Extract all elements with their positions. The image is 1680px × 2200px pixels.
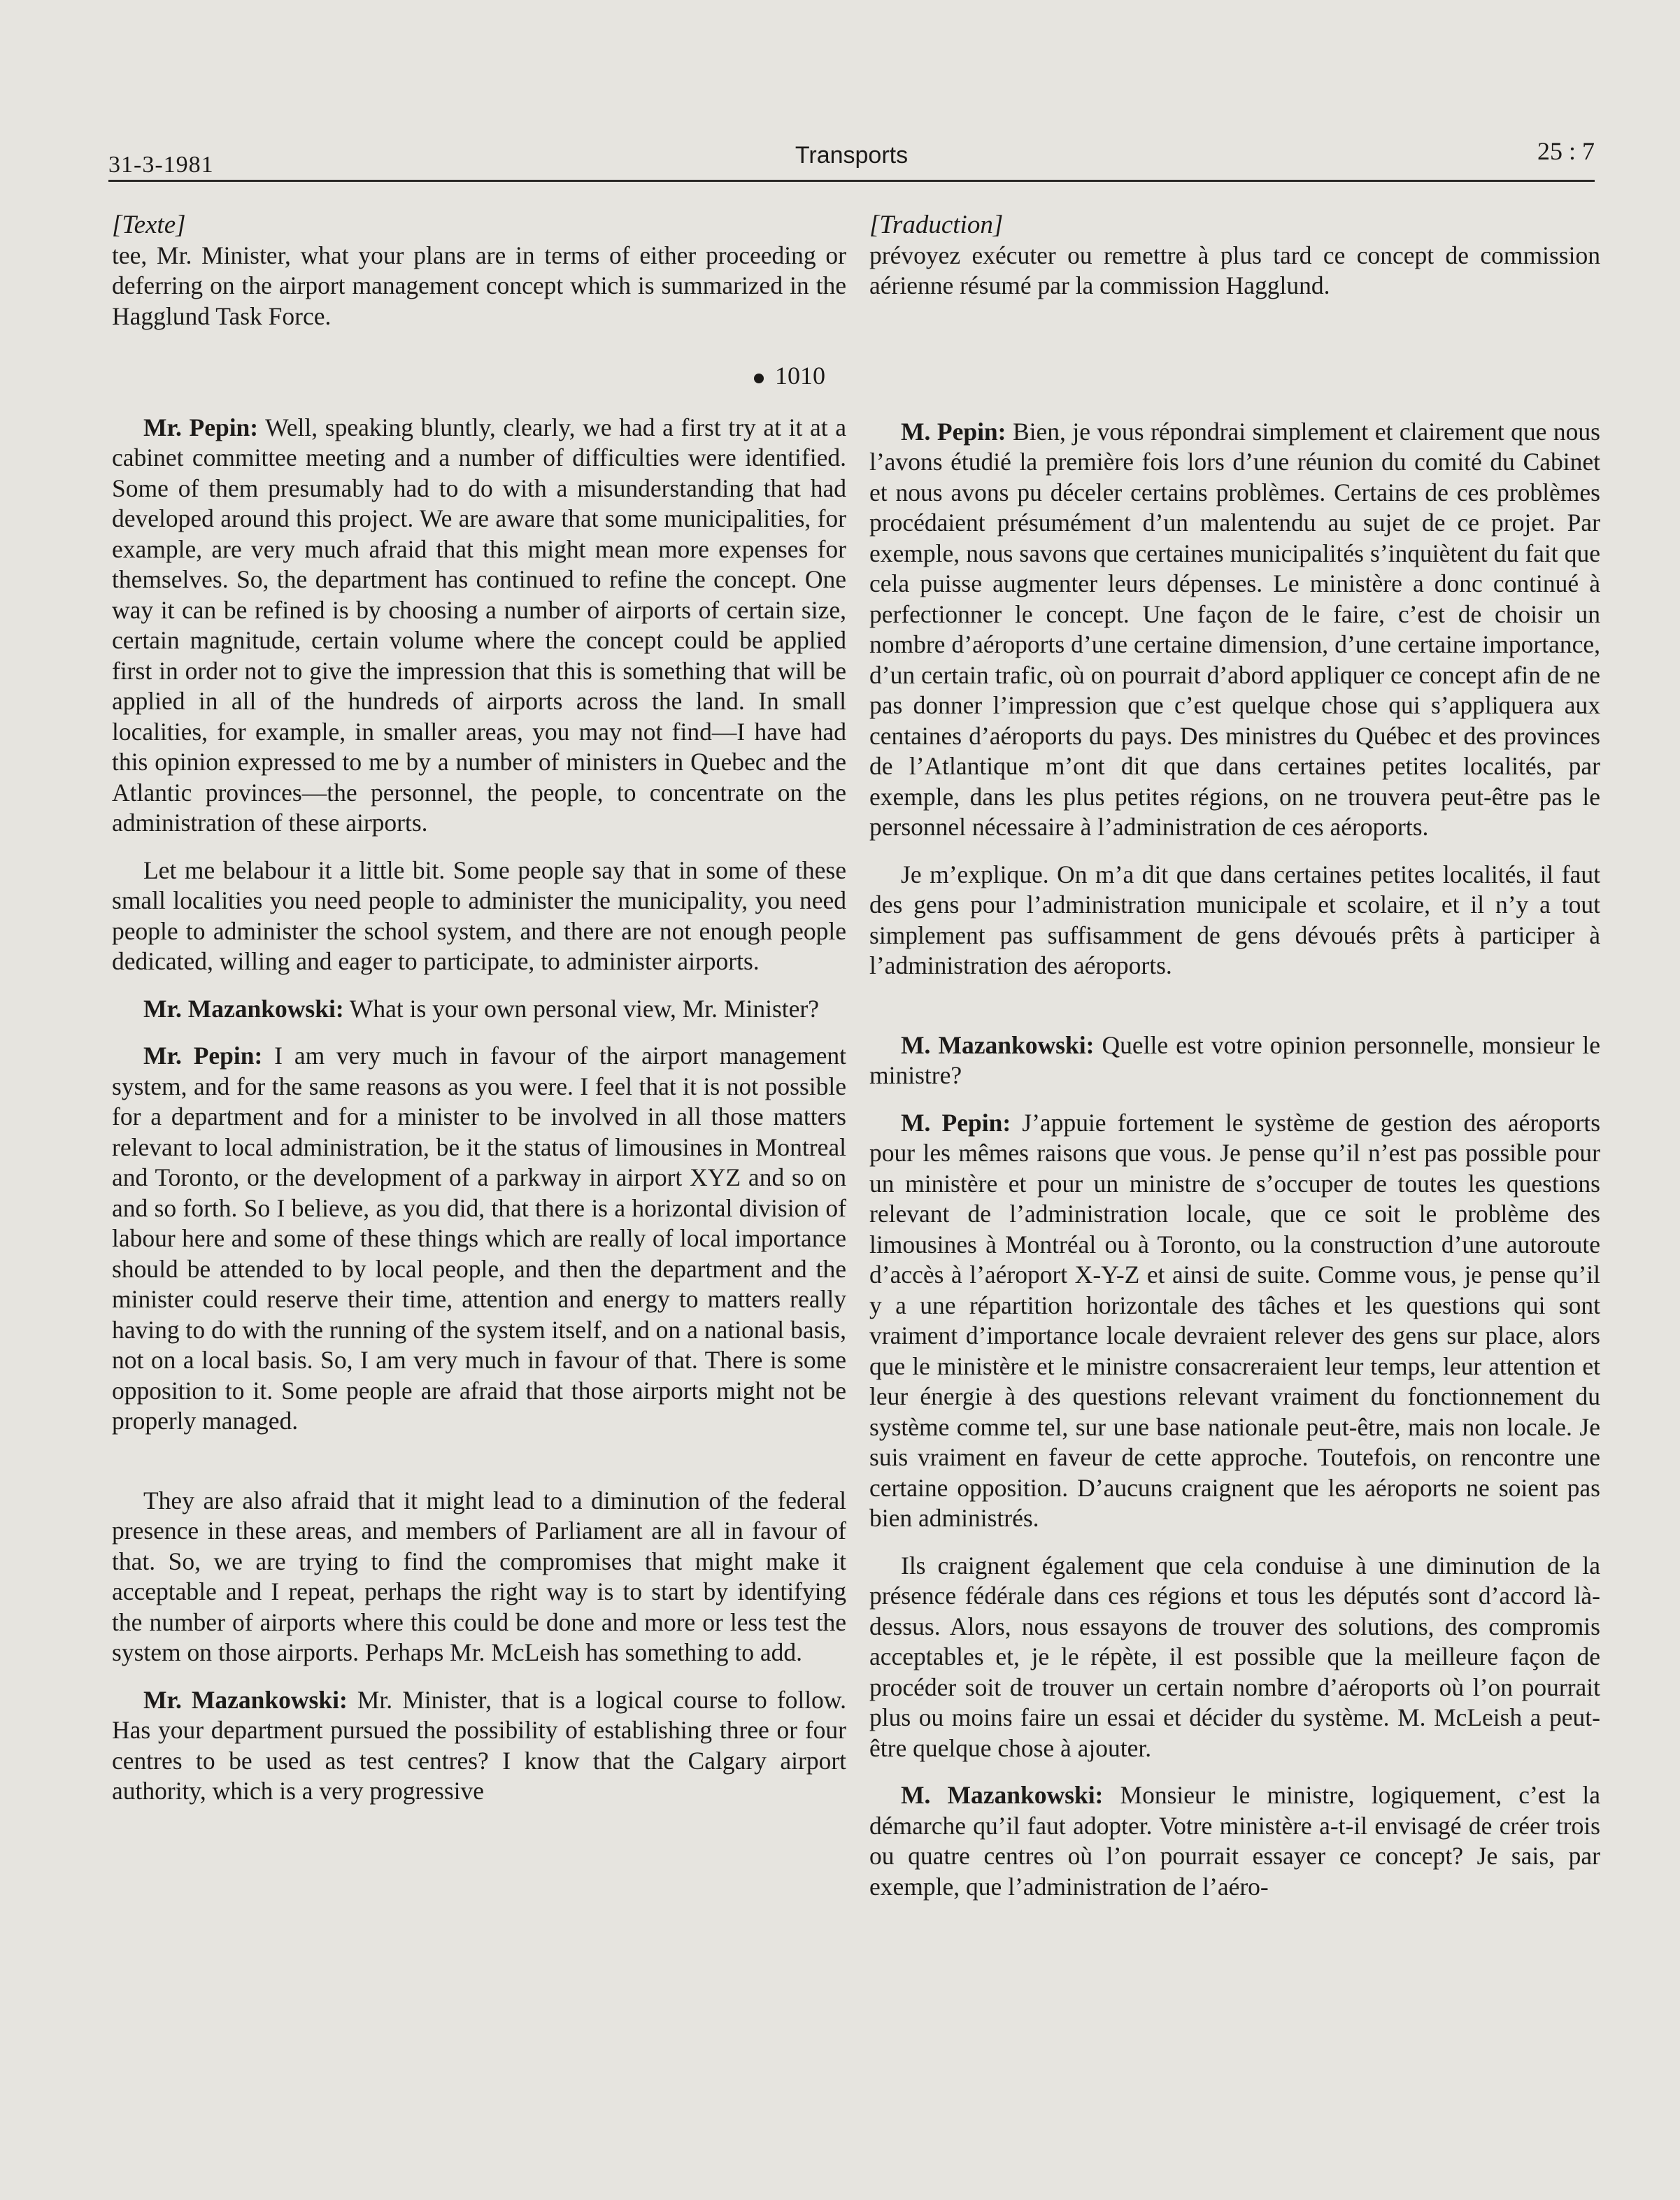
time-marker-label: 1010	[775, 362, 825, 390]
paragraph-mazankowski-2	[112, 1685, 846, 1807]
french-column	[869, 210, 1600, 1902]
paragraph-text: Monsieur le ministre, logiquement, c’est la démarche qu’il faut adopter. Votre ministère a-t-il envisagé de créer trois ou quatre centres où l’on pourrait essayer ce concept? Je sais, par exemple, que l’administration de l’aéro-	[869, 1781, 1601, 1901]
header-title: Transports	[795, 142, 909, 169]
speaker-name: Mr. Pepin:	[143, 413, 259, 441]
header-date: 31-3-1981	[108, 152, 214, 178]
paragraph-text: What is your own personal view, Mr. Minister?	[349, 994, 819, 1023]
paragraph-mazankowski-1	[112, 994, 846, 1025]
paragraph-text: Bien, je vous répondrai simplement et clairement que nous l’avons étudié la première fois lors d’une réunion du comité du Cabinet et nous avons pu déceler certains problèmes. Certains de ces problèmes procédaient présumément d’un malentendu au sujet de ce projet. Par exemple, nous savons que certaines municipalités s’inquiètent du fait que cela puisse augmenter leurs dépenses. Le ministère a donc continué à perfectionner le concept. Une façon de le faire, c’est de choisir un nombre d’aéroports d’une certaine dimension, d’une certaine importance, d’un certain trafic, où on pourrait d’abord appliquer ce concept afin de ne pas donner l’impression que c’est quelque chose qui s’appliquera aux centaines d’aéroports du pays. Des ministres du Québec et des provinces de l’Atlantique m’ont dit que dans certaines petites localités, par exemple, dans les plus petites régions, on ne trouvera peut-être pas le personnel nécessaire à l’administration de ces aéroports.	[869, 417, 1601, 841]
paragraph-pepin-1	[869, 417, 1600, 843]
english-column	[112, 210, 846, 1807]
paragraph-pepin-3	[869, 1108, 1600, 1534]
paragraph-mazankowski-2	[869, 1780, 1600, 1902]
speaker-name: M. Mazankowski:	[901, 1030, 1095, 1059]
paragraph-pepin-3	[112, 1041, 846, 1437]
speaker-name: M. Pepin:	[901, 417, 1006, 446]
intro-paragraph: tee, Mr. Minister, what your plans are in terms of either proceeding or deferring on the airport management concept which is summarized in the Hagglund Task Force.	[112, 241, 846, 330]
paragraph-text: Mr. Minister, that is a logical course to follow. Has your department pursued the possibility of establishing three or four centres to be used as test centres? I know that the Calgary airport authority, which is a very progressive	[112, 1685, 847, 1805]
speaker-name: M. Mazankowski:	[901, 1781, 1104, 1809]
header-page-number: 25 : 7	[1537, 137, 1595, 165]
speaker-name: Mr. Pepin:	[143, 1042, 263, 1070]
paragraph-pepin-1	[112, 413, 846, 839]
paragraph-pepin-4: Ils craignent également que cela conduise à une diminution de la présence fédérale dans ces régions et tous les députés sont d’accord là-dessus. Alors, nous essayons de trouver des solutions, des compromis acceptables et, je le répète, il est possible que la meilleure façon de procéder soit de trouver un certain nombre d’aéroports où l’on pourrait plus ou moins faire un essai et décider du système. M. McLeish a peut-être quelque chose à ajouter.	[869, 1551, 1600, 1762]
bullet-icon	[754, 374, 764, 383]
time-marker	[112, 361, 825, 392]
paragraph-text: I am very much in favour of the airport management system, and for the same reasons as you were. I feel that it is not possible for a department and for a minister to be involved in all those matters relevant to local administration, be it the status of limousines in Montreal and Toronto, or the development of a parkway in airport XYZ and so on and so forth. So I believe, as you did, that there is a horizontal division of labour here and some of these things which are really of local importance should be attended to by local people, and then the department and the minister could reserve their time, attention and energy to matters really having to do with the running of the system itself, and on a national basis, not on a local basis. So, I am very much in favour of that. There is some opposition to it. Some people are afraid that those airports might not be properly managed.	[112, 1042, 846, 1435]
paragraph-pepin-2: Let me belabour it a little bit. Some people say that in some of these small localities you need people to administer the municipality, you need people to administer the school system, and there are not enough people dedicated, willing and eager to participate, to administer airports.	[112, 856, 846, 975]
intro-paragraph: prévoyez exécuter ou remettre à plus tard ce concept de commission aérienne résumé par la commission Hagglund.	[869, 241, 1600, 299]
column-label-traduction: [Traduction]	[869, 211, 1004, 239]
speaker-name: Mr. Mazankowski:	[143, 994, 344, 1023]
speaker-name: Mr. Mazankowski:	[143, 1685, 348, 1714]
paragraph-pepin-2: Je m’explique. On m’a dit que dans certaines petites localités, il faut des gens pour l’administration municipale et scolaire, et il n’y a tout simplement pas suffisamment de gens dévoués prêts à participer à l’administration des aéroports.	[869, 860, 1600, 979]
paragraph-text: J’appuie fortement le système de gestion des aéroports pour les mêmes raisons que vous. Je pense qu’il n’est pas possible pour un ministère et pour un ministre de s’occuper de toutes les questions relevant de l’administration locale, que ce soit le problème des limousines à Montréal ou à Toronto, ou la construction d’une autoroute d’accès à l’aéroport X-Y-Z et ainsi de suite. Comme vous, je pense qu’il y a une répartition horizontale des tâches et les questions qui sont vraiment d’importance locale devraient relever des gens sur place, alors que le ministère et le ministre consacreraient leur temps, leur attention et leur énergie à des questions relevant vraiment du fonctionnement du système comme tel, sur une base nationale peut-être, mais non locale. Je suis vraiment en faveur de cette approche. Toutefois, on rencontre une certaine opposition. D’aucuns craignent que les aéroports ne soient pas bien administrés.	[869, 1108, 1601, 1532]
paragraph-mazankowski-1	[869, 1030, 1600, 1091]
paragraph-text: Quelle est votre opinion personnelle, monsieur le ministre?	[869, 1030, 1600, 1089]
paragraph-text: Well, speaking bluntly, clearly, we had a first try at it at a cabinet committee meeting and a number of difficulties were identified. Some of them presumably had to do with a misunderstanding that had developed around this project. We are aware that some municipalities, for example, are very much afraid that this might mean more expenses for themselves. So, the department has continued to refine the concept. One way it can be refined is by choosing a number of airports of certain size, certain magnitude, certain volume where the concept could be applied first in order not to give the impression that this is something that will be applied in all of the hundreds of airports across the land. In small localities, for example, in smaller areas, you may not find—I have had this opinion expressed to me by a number of ministers in Quebec and the Atlantic provinces—the personnel, the people, to concentrate on the administration of these airports.	[112, 413, 847, 837]
speaker-name: M. Pepin:	[901, 1108, 1011, 1137]
paragraph-pepin-4: They are also afraid that it might lead to a diminution of the federal presence in these areas, and members of Parliament are all in favour of that. So, we are trying to find the compromises that might make it acceptable and I repeat, perhaps the right way is to start by identifying the number of airports where this could be done and more or less test the system on those airports. Perhaps Mr. McLeish has something to add.	[112, 1486, 846, 1666]
column-label-texte: [Texte]	[112, 211, 186, 239]
page-header	[108, 136, 1595, 182]
